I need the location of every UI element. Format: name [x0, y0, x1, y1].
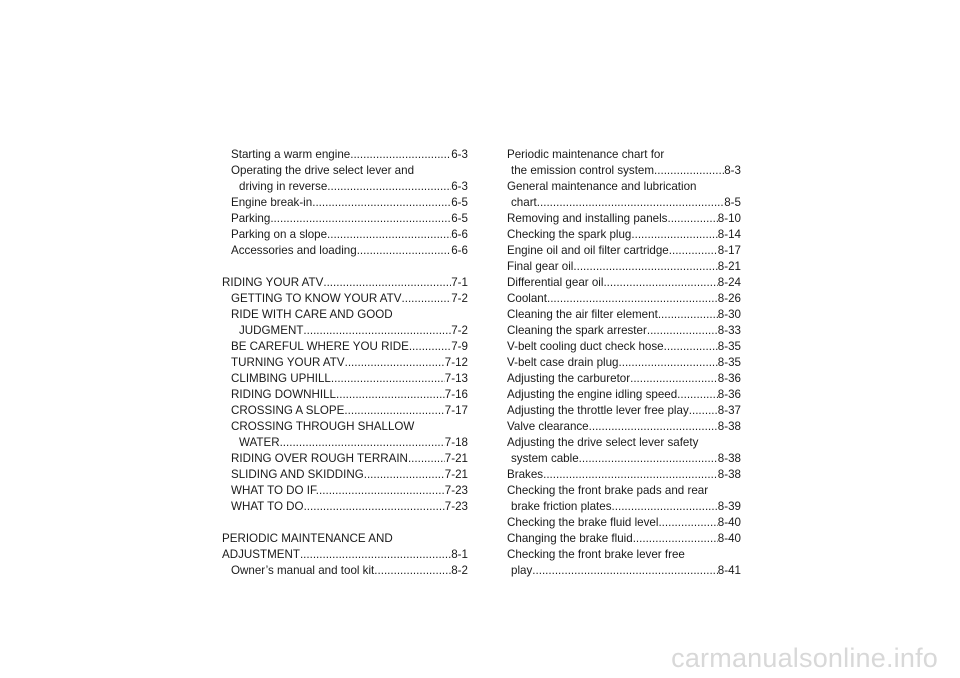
- dot-leader: [677, 387, 718, 403]
- dot-leader: [631, 227, 717, 243]
- dot-leader: [633, 531, 718, 547]
- dot-leader: [532, 563, 718, 579]
- dot-leader: [603, 275, 717, 291]
- toc-entry-title: brake friction plates: [511, 500, 612, 513]
- toc-heading-line: PERIODIC MAINTENANCE AND: [222, 532, 393, 545]
- toc-entry-page: 8-26: [717, 292, 741, 305]
- toc-entry-page: 8-35: [717, 340, 741, 353]
- toc-entry-title: Accessories and loading: [231, 244, 357, 257]
- dot-leader: [664, 339, 718, 355]
- dot-leader: [409, 339, 451, 355]
- toc-entry-page: 8-40: [717, 532, 741, 545]
- toc-entry[interactable]: [507, 307, 741, 323]
- toc-heading-line: Periodic maintenance chart for: [507, 148, 665, 161]
- toc-entry[interactable]: [507, 227, 741, 243]
- dot-leader: [364, 467, 445, 483]
- toc-entry-page: 8-21: [717, 260, 741, 273]
- dot-leader: [344, 403, 444, 419]
- toc-entry-title: RIDING DOWNHILL: [231, 388, 336, 401]
- toc-entry-title: SLIDING AND SKIDDING: [231, 468, 364, 481]
- toc-entry-title: WHAT TO DO IF...: [231, 484, 326, 497]
- toc-entry[interactable]: [507, 515, 741, 531]
- toc-entry[interactable]: [222, 435, 468, 451]
- toc-entry[interactable]: [222, 403, 468, 419]
- toc-entry-title: Adjusting the carburetor: [507, 372, 631, 385]
- toc-entry[interactable]: [222, 195, 468, 211]
- toc-heading-line: CROSSING THROUGH SHALLOW: [231, 420, 415, 433]
- toc-entry[interactable]: [507, 243, 741, 259]
- toc-heading-line: RIDE WITH CARE AND GOOD: [231, 308, 393, 321]
- toc-entry[interactable]: [222, 211, 468, 227]
- dot-leader: [325, 483, 444, 499]
- toc-entry-title: Removing and installing panels: [507, 212, 668, 225]
- toc-entry-page: 8-3: [724, 164, 741, 177]
- toc-entry-title: V-belt cooling duct check hose: [507, 340, 664, 353]
- dot-leader: [270, 211, 451, 227]
- toc-entry[interactable]: [507, 371, 741, 387]
- dot-leader: [547, 291, 718, 307]
- toc-entry[interactable]: [222, 547, 468, 563]
- toc-heading-line: Checking the front brake lever free: [507, 548, 685, 561]
- toc-entry-title: Checking the brake fluid level: [507, 516, 659, 529]
- dot-leader: [537, 195, 724, 211]
- toc-entry[interactable]: [507, 419, 741, 435]
- toc-entry-page: 6-3: [451, 148, 468, 161]
- toc-entry[interactable]: [507, 339, 741, 355]
- toc-entry[interactable]: [507, 163, 741, 179]
- toc-heading-line: Checking the front brake pads and rear: [507, 484, 709, 497]
- toc-entry-title: Differential gear oil: [507, 276, 604, 289]
- toc-entry[interactable]: [507, 403, 741, 419]
- toc-entry[interactable]: [507, 451, 741, 467]
- toc-entry-title: RIDING OVER ROUGH TERRAIN: [231, 452, 408, 465]
- dot-leader: [312, 195, 451, 211]
- toc-entry-title: Adjusting the throttle lever free play: [507, 404, 689, 417]
- toc-entry-title: Adjusting the engine idling speed: [507, 388, 678, 401]
- toc-entry-page: 7-1: [451, 276, 468, 289]
- dot-leader: [589, 419, 718, 435]
- toc-entry[interactable]: [222, 371, 468, 387]
- toc-entry-title: RIDING YOUR ATV: [222, 276, 324, 289]
- toc-entry-page: 8-39: [717, 500, 741, 513]
- toc-entry[interactable]: [222, 483, 468, 499]
- dot-leader: [658, 515, 717, 531]
- toc-entry-page: 8-33: [717, 324, 741, 337]
- toc-entry-title: Engine oil and oil filter cartridge: [507, 244, 669, 257]
- toc-entry-page: 7-2: [451, 292, 468, 305]
- toc-entry[interactable]: [222, 147, 468, 163]
- toc-entry-page: 8-30: [717, 308, 741, 321]
- toc-entry-page: 6-3: [451, 180, 468, 193]
- toc-entry-title: V-belt case drain plug: [507, 356, 619, 369]
- dot-leader: [303, 323, 451, 339]
- toc-entry[interactable]: [222, 291, 468, 307]
- dot-leader: [654, 163, 724, 179]
- toc-entry-page: 7-12: [444, 356, 468, 369]
- toc-entry-title: Final gear oil: [507, 260, 574, 273]
- toc-entry[interactable]: [507, 563, 741, 579]
- toc-entry-title: system cable: [511, 452, 579, 465]
- toc-entry-page: 8-2: [451, 564, 468, 577]
- toc-entry[interactable]: [507, 323, 741, 339]
- toc-entry-page: 6-5: [451, 212, 468, 225]
- toc-entry-page: 8-14: [717, 228, 741, 241]
- toc-entry-title: Cleaning the spark arrester: [507, 324, 647, 337]
- toc-entry-title: ADJUSTMENT: [222, 548, 300, 561]
- toc-entry[interactable]: [507, 355, 741, 371]
- toc-entry-title: Starting a warm engine: [231, 148, 351, 161]
- toc-entry-title: CLIMBING UPHILL: [231, 372, 331, 385]
- toc-entry-title: Owner’s manual and tool kit: [231, 564, 375, 577]
- toc-entry-page: 8-5: [724, 196, 741, 209]
- toc-entry-page: 7-2: [451, 324, 468, 337]
- toc-entry[interactable]: [507, 259, 741, 275]
- toc-entry-title: driving in reverse: [239, 180, 328, 193]
- toc-entry-title: Changing the brake fluid: [507, 532, 633, 545]
- toc-entry-page: 7-21: [444, 468, 468, 481]
- dot-leader: [689, 403, 718, 419]
- dot-leader: [331, 371, 445, 387]
- toc-entry-title: the emission control system: [511, 164, 655, 177]
- toc-entry-title: WATER: [239, 436, 280, 449]
- toc-entry-page: 8-40: [717, 516, 741, 529]
- dot-leader: [669, 243, 718, 259]
- dot-leader: [357, 243, 452, 259]
- toc-entry-title: play: [511, 564, 533, 577]
- dot-leader: [345, 355, 445, 371]
- toc-entry-title: GETTING TO KNOW YOUR ATV: [231, 292, 402, 305]
- dot-leader: [327, 227, 451, 243]
- toc-entry-title: WHAT TO DO...: [231, 500, 314, 513]
- toc-entry[interactable]: [222, 339, 468, 355]
- toc-entry-page: 7-23: [444, 500, 468, 513]
- toc-entry-page: 7-21: [444, 452, 468, 465]
- dot-leader: [579, 451, 718, 467]
- toc-right-column: [507, 147, 741, 579]
- toc-heading-line: General maintenance and lubrication: [507, 180, 697, 193]
- dot-leader: [667, 211, 717, 227]
- toc-entry-page: 8-38: [717, 468, 741, 481]
- toc-entry[interactable]: [507, 291, 741, 307]
- toc-entry-page: 8-36: [717, 388, 741, 401]
- dot-leader: [336, 387, 445, 403]
- dot-leader: [573, 259, 717, 275]
- toc-entry-page: 8-37: [717, 404, 741, 417]
- toc-entry-page: 7-17: [444, 404, 468, 417]
- dot-leader: [402, 291, 452, 307]
- toc-entry[interactable]: [222, 323, 468, 339]
- toc-entry-page: 7-13: [444, 372, 468, 385]
- toc-entry-page: 6-6: [451, 244, 468, 257]
- toc-entry-page: 7-18: [444, 436, 468, 449]
- toc-entry-title: Coolant: [507, 292, 547, 305]
- dot-leader: [323, 275, 451, 291]
- dot-leader: [350, 147, 451, 163]
- toc-entry[interactable]: [222, 179, 468, 195]
- toc-entry-page: 8-10: [717, 212, 741, 225]
- toc-entry[interactable]: [222, 467, 468, 483]
- toc-entry-title: TURNING YOUR ATV: [231, 356, 345, 369]
- toc-entry-page: 6-6: [451, 228, 468, 241]
- toc-entry-page: 6-5: [451, 196, 468, 209]
- toc-left-column: [222, 147, 468, 579]
- dot-leader: [300, 547, 451, 563]
- toc-entry-title: CROSSING A SLOPE: [231, 404, 345, 417]
- dot-leader: [612, 499, 718, 515]
- toc-entry[interactable]: [222, 451, 468, 467]
- toc-entry[interactable]: [222, 387, 468, 403]
- toc-entry-page: 7-9: [451, 340, 468, 353]
- watermark: carmanualsonline.info: [671, 643, 938, 673]
- toc-entry[interactable]: [507, 531, 741, 547]
- dot-leader: [658, 307, 718, 323]
- dot-leader: [630, 371, 718, 387]
- toc-entry[interactable]: [507, 211, 741, 227]
- toc-entry-title: BE CAREFUL WHERE YOU RIDE: [231, 340, 409, 353]
- dot-leader: [374, 563, 451, 579]
- toc-entry-page: 8-36: [717, 372, 741, 385]
- toc-entry[interactable]: [507, 275, 741, 291]
- toc-entry-page: 7-16: [444, 388, 468, 401]
- toc-entry-title: Parking: [231, 212, 271, 225]
- toc-entry-page: 7-23: [444, 484, 468, 497]
- toc-entry-title: Brakes: [507, 468, 544, 481]
- dot-leader: [280, 435, 445, 451]
- toc-entry[interactable]: [507, 467, 741, 483]
- toc-entry-page: 8-38: [717, 420, 741, 433]
- section-gap: [222, 515, 468, 531]
- toc-entry[interactable]: [222, 355, 468, 371]
- toc-entry-title: Checking the spark plug: [507, 228, 632, 241]
- toc-entry[interactable]: [222, 275, 468, 291]
- toc-entry-page: 8-41: [717, 564, 741, 577]
- toc-entry-page: 8-24: [717, 276, 741, 289]
- toc-entry[interactable]: [507, 195, 741, 211]
- toc-entry[interactable]: [507, 387, 741, 403]
- toc-entry-title: Engine break-in: [231, 196, 313, 209]
- toc-heading-line: Adjusting the drive select lever safety: [507, 436, 699, 449]
- dot-leader: [543, 467, 718, 483]
- toc-entry[interactable]: [222, 499, 468, 515]
- section-gap: [222, 259, 468, 275]
- toc-entry-title: JUDGMENT: [239, 324, 304, 337]
- toc-entry-title: Valve clearance: [507, 420, 589, 433]
- toc-entry-page: 8-17: [717, 244, 741, 257]
- toc-entry-title: Parking on a slope: [231, 228, 328, 241]
- toc-entry[interactable]: [222, 227, 468, 243]
- toc-entry-page: 8-1: [451, 548, 468, 561]
- toc-entry-title: Cleaning the air filter element: [507, 308, 658, 321]
- toc-entry-title: chart: [511, 196, 537, 209]
- toc-entry[interactable]: [222, 243, 468, 259]
- dot-leader: [313, 499, 445, 515]
- toc-entry[interactable]: [222, 563, 468, 579]
- toc-entry-page: 8-35: [717, 356, 741, 369]
- toc-entry[interactable]: [507, 499, 741, 515]
- dot-leader: [327, 179, 451, 195]
- toc-heading-line: Operating the drive select lever and: [231, 164, 415, 177]
- dot-leader: [619, 355, 718, 371]
- dot-leader: [408, 451, 445, 467]
- dot-leader: [647, 323, 718, 339]
- toc-entry-page: 8-38: [717, 452, 741, 465]
